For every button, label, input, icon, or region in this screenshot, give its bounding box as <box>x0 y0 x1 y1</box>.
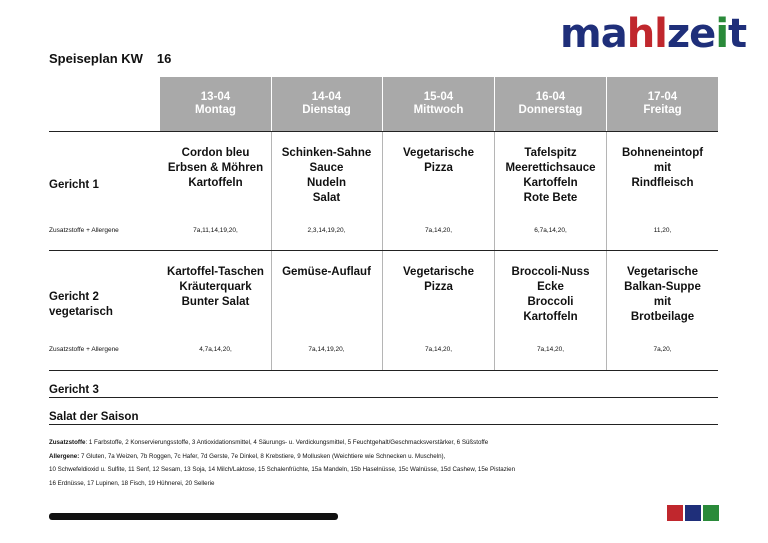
dish-line: Ecke <box>537 281 564 293</box>
title-label: Speiseplan KW <box>49 51 143 66</box>
dish-line: mit <box>653 162 672 174</box>
dish-gericht1-thursday <box>495 146 606 206</box>
dish-gericht2-wednesday <box>383 265 494 295</box>
allergen-codes: 11,20, <box>653 227 672 234</box>
dish-line: Gemüse-Auflauf <box>282 266 371 278</box>
day-name: Freitag <box>643 104 682 116</box>
row-divider <box>49 250 718 251</box>
allergen-codes: 7a,11,14,19,20, <box>193 227 238 234</box>
row-label-salat: Salat der Saison <box>49 411 139 423</box>
dish-gericht1-monday <box>160 146 271 191</box>
row-divider <box>49 370 718 371</box>
dish-line: Pizza <box>424 162 453 174</box>
allergen-codes: 2,3,14,19,20, <box>307 227 346 234</box>
allergen-codes: 7a,14,19,20, <box>308 346 345 353</box>
note-heading: Zusatzstoffe <box>49 439 86 446</box>
allergen-codes: 7a,14,20, <box>424 227 453 234</box>
logo-letter: e <box>689 11 716 57</box>
dish-line: Pizza <box>424 281 453 293</box>
dish-line: Cordon bleu <box>181 147 250 159</box>
day-header-thursday <box>495 91 606 117</box>
allergen-codes: 7a,14,20, <box>536 346 565 353</box>
footer-bar <box>49 513 338 520</box>
logo-letter: a <box>600 11 627 57</box>
row-divider <box>49 424 718 425</box>
note-heading: Allergene: <box>49 452 80 460</box>
dish-line: Salat <box>312 192 341 204</box>
dish-line: Brotbeilage <box>630 311 695 323</box>
page-title <box>49 51 171 66</box>
dish-line: Vegetarische <box>403 266 474 278</box>
dish-line: Rote Bete <box>523 192 578 204</box>
allergen-row-label: Zusatzstoffe + Allergene <box>49 227 119 234</box>
allergen-codes: 7a,20, <box>653 346 672 353</box>
allergene-note-line4: 16 Erdnüsse, 17 Lupinen, 18 Fisch, 19 Hühnerei, 20 Sellerie <box>49 479 215 487</box>
dish-gericht2-monday <box>160 265 271 310</box>
day-name: Mittwoch <box>413 104 464 116</box>
allergen-legend <box>49 436 515 490</box>
logo-letter: z <box>666 11 690 57</box>
dish-line: Tafelspitz <box>524 147 577 159</box>
row-divider <box>49 397 718 398</box>
dish-gericht1-tuesday <box>271 146 382 206</box>
allergene-note <box>49 450 515 464</box>
logo-letter: t <box>728 11 747 57</box>
dish-gericht2-tuesday <box>271 265 382 280</box>
logo-letter: i <box>715 11 729 57</box>
dish-gericht1-wednesday <box>383 146 494 176</box>
dish-line: mit <box>653 296 672 308</box>
allergen-row-label: Zusatzstoffe + Allergene <box>49 346 119 353</box>
dish-line: Sauce <box>309 162 344 174</box>
row-label-line: vegetarisch <box>49 306 113 318</box>
day-header-friday <box>607 91 718 117</box>
dish-line: Vegetarische <box>403 147 474 159</box>
dish-gericht1-friday <box>607 146 718 191</box>
day-date: 15-04 <box>423 91 454 103</box>
row-divider <box>49 131 718 132</box>
zusatzstoffe-note <box>49 436 515 450</box>
note-text: : 1 Farbstoffe, 2 Konservierungsstoffe, 3 Antioxidationsmittel, 4 Säurungs- u. Verdickungsmittel, 5 Feuchtgehalt/Geschmacksverstärker, 6 Süßstoffe <box>85 439 489 446</box>
dish-line: Bunter Salat <box>181 296 250 308</box>
mahlzeit-logo <box>560 11 747 57</box>
logo-letter: h <box>626 11 655 57</box>
allergene-note-line3: 10 Schwefeldioxid u. Sulfite, 11 Senf, 12 Sesam, 13 Soja, 14 Milch/Laktose, 15 Schalenfrüchte, 15a Mandeln, 15b Haselnüsse, 15c Walnüsse, 15d Cashew, 15e Pistazien <box>49 466 516 474</box>
day-header-tuesday <box>271 91 382 117</box>
dish-line: Nudeln <box>307 177 346 189</box>
day-date: 13-04 <box>200 91 231 103</box>
dish-line: Rindfleisch <box>631 177 694 189</box>
day-date: 17-04 <box>647 91 678 103</box>
dish-line: Erbsen & Möhren <box>167 162 264 174</box>
day-date: 16-04 <box>535 91 566 103</box>
dish-line: Vegetarische <box>627 266 698 278</box>
allergen-codes: 4,7a,14,20, <box>199 346 232 353</box>
dish-line: Kartoffeln <box>523 177 578 189</box>
day-name: Dienstag <box>302 104 351 116</box>
footer-square-blue <box>685 505 701 521</box>
allergen-codes: 6,7a,14,20, <box>534 227 567 234</box>
day-name: Montag <box>195 104 236 116</box>
dish-line: Broccoli-Nuss <box>511 266 590 278</box>
dish-line: Kartoffeln <box>188 177 243 189</box>
footer-square-red <box>667 505 683 521</box>
dish-gericht2-friday <box>607 265 718 325</box>
allergen-codes: 7a,14,20, <box>424 346 453 353</box>
dish-line: Kartoffel-Taschen <box>167 266 264 278</box>
dish-line: Balkan-Suppe <box>624 281 701 293</box>
dish-gericht2-thursday <box>495 265 606 325</box>
dish-line: Bohneneintopf <box>621 147 704 159</box>
row-label-gericht-2 <box>49 290 113 320</box>
footer-square-green <box>703 505 719 521</box>
dish-line: Kräuterquark <box>179 281 252 293</box>
day-header-monday <box>160 91 271 117</box>
dish-line: Schinken-Sahne <box>281 147 372 159</box>
row-label-line: Gericht 2 <box>49 291 99 303</box>
logo-letter: m <box>560 11 601 57</box>
day-header-wednesday <box>383 91 494 117</box>
dish-line: Broccoli <box>527 296 574 308</box>
week-number: 16 <box>156 51 172 66</box>
dish-line: Kartoffeln <box>523 311 578 323</box>
day-date: 14-04 <box>311 91 342 103</box>
day-name: Donnerstag <box>518 104 583 116</box>
note-text: 7 Gluten, 7a Weizen, 7b Roggen, 7c Hafer, 7d Gerste, 7e Dinkel, 8 Krebstiere, 9 Mollusken (Weichtiere wie Schnecken u. Muscheln), <box>79 452 446 460</box>
row-label-gericht-1: Gericht 1 <box>49 179 99 191</box>
row-label-gericht-3: Gericht 3 <box>49 384 99 396</box>
logo-letter: l <box>654 11 667 57</box>
dish-line: Meerettichsauce <box>505 162 596 174</box>
